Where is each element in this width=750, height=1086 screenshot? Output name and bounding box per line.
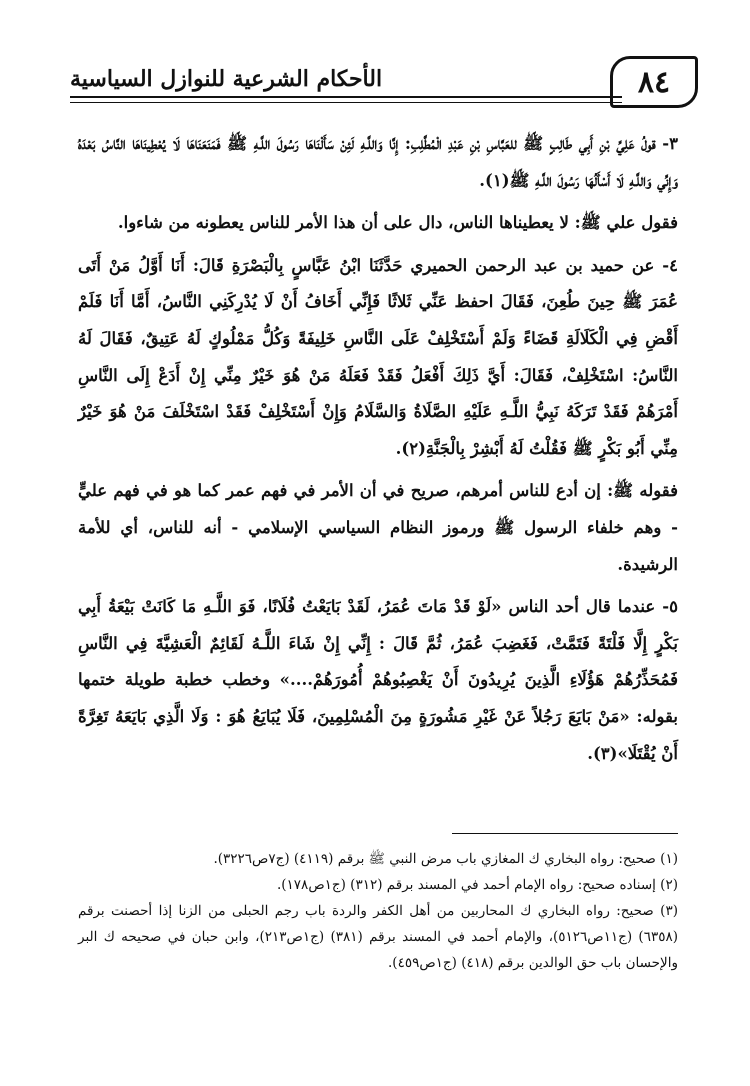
commentary-paragraph-2 [78, 473, 678, 583]
footnote-2: (٢) إسناده صحيح: رواه الإمام أحمد في المسند برقم (٣١٢) (ج١ص١٧٨). [276, 877, 678, 893]
commentary-lead: فقوله ﷺ: [607, 481, 678, 501]
header-rule-thin [70, 102, 622, 103]
page-header [70, 52, 698, 116]
running-title: الأحكام الشرعية للنوازل السياسية [70, 66, 383, 92]
header-rule [70, 96, 622, 98]
paragraph-5-sermon: «مَنْ بَايَعَ رَجُلاً عَنْ غَيْرِ مَشُورَةٍ مِنَ الْمُسْلِمِينَ، فَلَا يُبَايَعُ هُوَ : وَلَا الَّذِي بَايَعَهُ تَغِرَّةً أَنْ يُقْتَلَا»(٣). [78, 706, 678, 763]
footnote-3: (٣) صحيح: رواه البخاري ك المحاربين من أهل الكفر والردة باب رجم الحبلى من الزنا إذا أحصنت برقم (٦٣٥٨) (ج١١ص٥١٢٦)، والإمام أحمد في المسند برقم (٣٨١) (ج١ص٢١٣)، وابن حبان في صحيحه ك البر والإحسان باب حق الوالدين برقم (٤١٨) (ج١ص٤٥٩). [78, 903, 679, 971]
paragraph-5 [78, 589, 678, 772]
commentary-paragraph: فقول علي ﷺ: لا يعطيناها الناس، دال على أن هذا الأمر للناس يعطونه من شاءوا. [117, 213, 678, 233]
main-text [78, 126, 678, 778]
footnote-1: (١) صحيح: رواه البخاري ك المغازي باب مرض النبي ﷺ برقم (٤١١٩) (ج٧ص٣٢٢٦). [213, 851, 678, 867]
paragraph-5-narration: وخطب خطبة طويلة ختمها بقوله: [78, 670, 678, 726]
paragraph-5-quote: ٥- عندما قال أحد الناس «لَوْ قَدْ مَاتَ عُمَرُ، لَقَدْ بَايَعْتُ فُلَانًا، فَوَ اللَّـهِ مَا كَانَتْ بَيْعَةُ أَبِي بَكْرٍ إِلَّا فَلْتَةً فَتَمَّتْ، فَغَضِبَ عُمَرُ، ثُمَّ قَالَ : إِنِّي إِنْ شَاءَ اللَّـهُ لَقَائِمٌ الْعَشِيَّةَ فِي النَّاسِ فَمُحَذِّرُهُمْ هَؤُلَاءِ الَّذِينَ يُرِيدُونَ أَنْ يَغْصِبُوهُمْ أُمُورَهُمْ....» [78, 597, 679, 690]
commentary-text: إن أدع للناس أمرهم، صريح في أن الأمر في فهم عمر كما هو في فهم عليٍّ - وهم خلفاء الرسول ﷺ ورموز النظام السياسي الإسلامي - أنه للناس، أي للأمة الرشيدة. [78, 481, 678, 574]
paragraph-4: ٤- عن حميد بن عبد الرحمن الحميري حَدَّثَنَا ابْنُ عَبَّاسٍ بِالْبَصْرَةِ قَالَ: أَنَا أَوَّلُ مَنْ أَتَى عُمَرَ ﷺ حِينَ طُعِنَ، فَقَالَ احفظ عَنِّي ثَلاثًا فَإِنِّي أَخَافُ أَنْ لَا يُدْرِكَنِي النَّاسُ، أَمَّا أَنَا فَلَمْ أَقْضِ فِي الْكَلَالَةِ قَضَاءً وَلَمْ أَسْتَخْلِفْ عَلَى النَّاسِ خَلِيفَةً وَكُلُّ مَمْلُوكٍ لَهُ عَتِيقٌ، فَقَالَ لَهُ النَّاسُ: اسْتَخْلِفْ، فَقَالَ: أَيَّ ذَلِكَ أَفْعَلُ فَقَدْ فَعَلَهُ مَنْ هُوَ خَيْرٌ مِنِّي إِنْ أَدَعْ إِلَى النَّاسِ أَمْرَهُمْ فَقَدْ تَرَكَهُ نَبِيُّ اللَّـهِ عَلَيْهِ الصَّلَاةُ وَالسَّلَامُ وَإِنْ أَسْتَخْلِفْ فَقَدْ اسْتَخْلَفَ مَنْ هُوَ خَيْرٌ مِنِّي أَبُو بَكْرٍ ﷺ فَقُلْتُ لَهُ أَبْشِرْ بِالْجَنَّةِ(٢). [78, 255, 678, 458]
page-number: ٨٤ [610, 56, 698, 108]
footnote-separator [452, 833, 678, 834]
paragraph-3: ٣- قولُ عَلِيِّ بْنِ أَبِي طَالِبٍ ﷺ للعَبَّاسِ بْنِ عَبْدِ الْمُطَّلِبِ: إِنَّا وَاللَّـهِ لَئِنْ سَأَلْنَاهَا رَسُولَ اللَّـهِ ﷺ فَمَنَعَنَاهَا لَا يُعْطِينَاهَا النَّاسُ بَعْدَهُ وَإِنِّي وَاللَّـهِ لَا أَسْأَلُهَا رَسُولَ اللَّـهِ ﷺ(١). [78, 134, 678, 190]
footnotes [78, 846, 678, 976]
